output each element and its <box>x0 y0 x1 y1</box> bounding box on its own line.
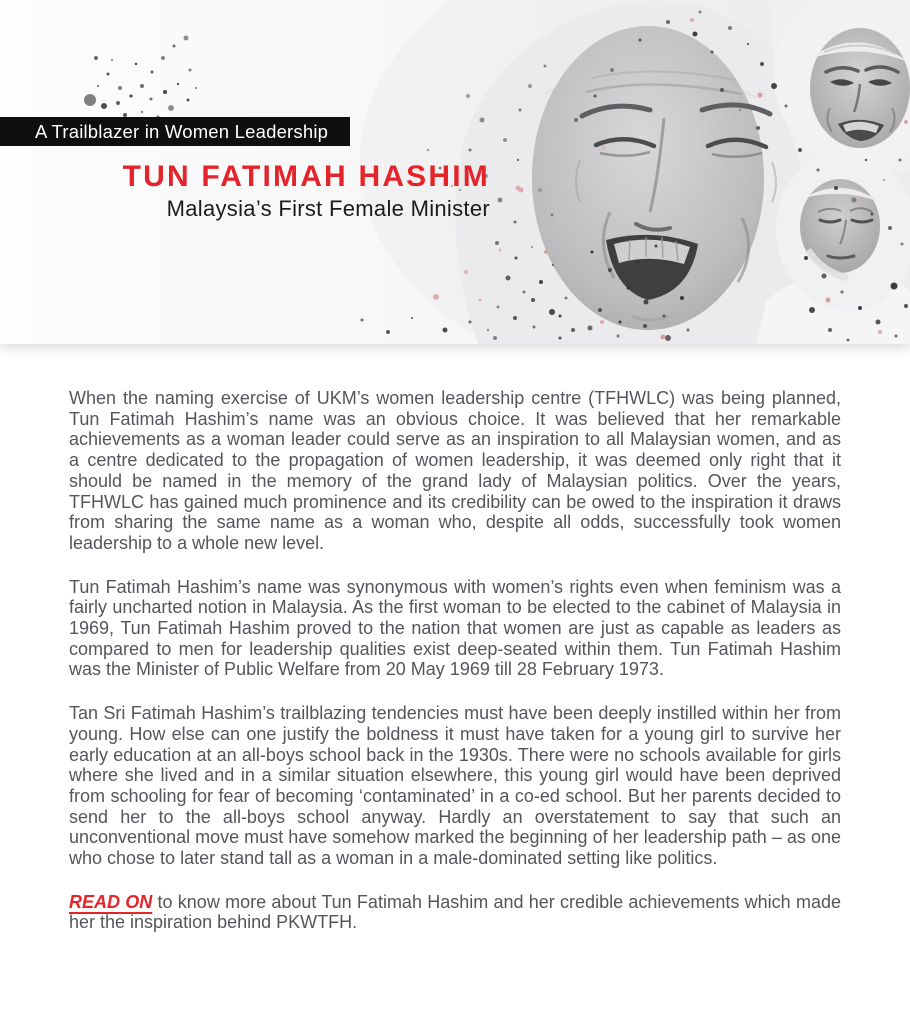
page-subtitle: Malaysia’s First Female Minister <box>166 196 490 221</box>
paragraph-cta <box>69 892 841 933</box>
tagline-bar <box>0 117 350 146</box>
paragraph-trailblazing: Tan Sri Fatimah Hashim’s trailblazing tendencies must have been deeply instilled within her from young. How else can one justify the boldness it must have taken for a young girl to survive her early education at an all-boys school back in the 1930s. There were no schools available for girls where she lived and in a similar situation elsewhere, this young girl would have been deprived from schooling for fear of becoming ‘contaminated’ in a co-ed school. But her parents decided to send her to the all-boys school anyway. Hardly an overstatement to say that such an unconventional move must have somehow marked the beginning of her leadership path – as one who chose to later stand tall as a woman in a male-dominated setting like politics. <box>69 703 841 869</box>
paragraph-naming: When the naming exercise of UKM’s women leadership centre (TFHWLC) was being planned, Tun Fatimah Hashim’s name was an obvious choice. It was believed that her remarkable achievements as a woman leader could serve as an inspiration to all Malaysian women, and as a centre dedicated to the propagation of women leadership, it was deemed only right that it should be named in the memory of the grand lady of Malaysian politics. Over the years, TFHWLC has gained much prominence and its credibility can be owed to the inspiration it draws from sharing the same name as a woman who, despite all odds, successfully took women leadership to a whole new level. <box>69 388 841 553</box>
title-block <box>58 160 490 222</box>
hero-banner <box>0 0 910 344</box>
article-body <box>0 344 910 933</box>
read-on-link[interactable]: READ ON <box>69 891 153 912</box>
paragraph-synonymous: Tun Fatimah Hashim’s name was synonymous with women’s rights even when feminism was a fairly uncharted notion in Malaysia. As the first woman to be elected to the cabinet of Malaysia in 1969, Tun Fatimah Hashim proved to the nation that women are just as capable as leaders as compared to men for leadership qualities exist deep-seated within them. Tun Fatimah Hashim was the Minister of Public Welfare from 20 May 1969 till 28 February 1973. <box>69 576 841 680</box>
cta-text: to know more about Tun Fatimah Hashim and her credible achievements which made her the inspiration behind PKWTFH. <box>69 891 841 933</box>
page-title: TUN FATIMAH HASHIM <box>122 160 490 193</box>
tagline-text: A Trailblazer in Women Leadership <box>35 120 329 142</box>
